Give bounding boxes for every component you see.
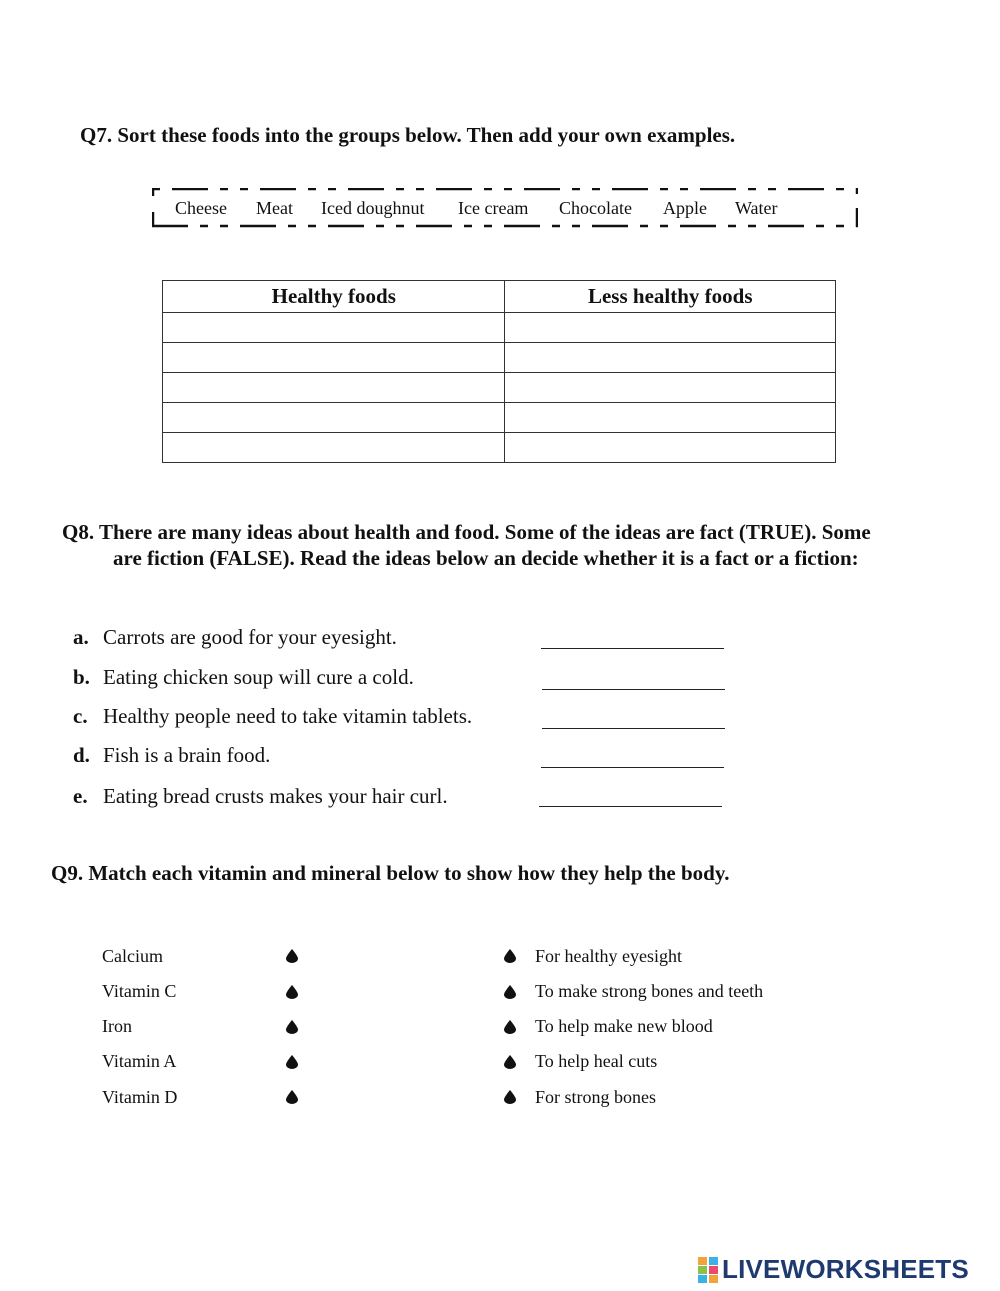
healthy-cell-4[interactable] xyxy=(163,403,505,433)
statement-text: Fish is a brain food. xyxy=(103,743,271,767)
healthy-cell-3[interactable] xyxy=(163,373,505,403)
statement-text: Healthy people need to take vitamin tablets. xyxy=(103,704,473,728)
use-healthy-eyesight: For healthy eyesight xyxy=(535,946,682,966)
statement-text: Eating chicken soup will cure a cold. xyxy=(103,665,414,689)
vitamin-a: Vitamin A xyxy=(102,1051,177,1071)
statement-letter: d. xyxy=(73,743,90,767)
match-dot-left-2-icon[interactable] xyxy=(286,985,298,999)
header-less-healthy-foods: Less healthy foods xyxy=(505,281,836,313)
statement-letter: a. xyxy=(73,625,89,649)
vitamin-calcium: Calcium xyxy=(102,946,163,966)
answer-blank-a[interactable] xyxy=(541,647,724,649)
match-dot-right-5-icon[interactable] xyxy=(504,1090,516,1104)
vitamin-d: Vitamin D xyxy=(102,1087,178,1107)
vitamin-c: Vitamin C xyxy=(102,981,177,1001)
answer-blank-c[interactable] xyxy=(542,727,725,729)
q7-title: Q7. Sort these foods into the groups below. Then add your own examples. xyxy=(80,123,736,147)
word-cheese[interactable]: Cheese xyxy=(175,198,227,218)
q9-title: Q9. Match each vitamin and mineral below to show how they help the body. xyxy=(51,861,730,885)
mineral-iron: Iron xyxy=(102,1016,132,1036)
match-dot-right-2-icon[interactable] xyxy=(504,985,516,999)
match-dot-right-4-icon[interactable] xyxy=(504,1055,516,1069)
match-dot-right-3-icon[interactable] xyxy=(504,1020,516,1034)
word-meat[interactable]: Meat xyxy=(256,198,293,218)
less-healthy-cell-2[interactable] xyxy=(505,343,836,373)
statement-letter: b. xyxy=(73,665,90,689)
liveworksheets-logo xyxy=(698,1254,994,1284)
statement-e xyxy=(73,784,448,809)
statement-b xyxy=(73,665,414,690)
use-heal-cuts: To help heal cuts xyxy=(535,1051,658,1071)
match-dot-left-1-icon[interactable] xyxy=(286,949,298,963)
word-water[interactable]: Water xyxy=(735,198,778,218)
use-strong-bones: For strong bones xyxy=(535,1087,656,1107)
statement-letter: e. xyxy=(73,784,88,808)
statement-d xyxy=(73,743,270,768)
header-healthy-foods: Healthy foods xyxy=(163,281,505,313)
less-healthy-cell-3[interactable] xyxy=(505,373,836,403)
healthy-cell-2[interactable] xyxy=(163,343,505,373)
match-dot-left-3-icon[interactable] xyxy=(286,1020,298,1034)
q8-title-line2: are fiction (FALSE). Read the ideas below an decide whether it is a fact or a fiction: xyxy=(113,546,859,570)
statement-c xyxy=(73,704,472,729)
statement-letter: c. xyxy=(73,704,88,728)
use-bones-teeth: To make strong bones and teeth xyxy=(535,981,764,1001)
less-healthy-cell-4[interactable] xyxy=(505,403,836,433)
word-chocolate[interactable]: Chocolate xyxy=(559,198,632,218)
use-new-blood: To help make new blood xyxy=(535,1016,713,1036)
statement-text: Eating bread crusts makes your hair curl. xyxy=(103,784,448,808)
answer-blank-b[interactable] xyxy=(542,688,725,690)
match-dot-right-1-icon[interactable] xyxy=(504,949,516,963)
word-apple[interactable]: Apple xyxy=(663,198,707,218)
statement-a xyxy=(73,625,397,650)
match-dot-left-5-icon[interactable] xyxy=(286,1090,298,1104)
less-healthy-cell-5[interactable] xyxy=(505,433,836,463)
healthy-cell-5[interactable] xyxy=(163,433,505,463)
match-dot-left-4-icon[interactable] xyxy=(286,1055,298,1069)
less-healthy-cell-1[interactable] xyxy=(505,313,836,343)
logo-squares-icon xyxy=(698,1257,718,1283)
q8-title-line1: Q8. There are many ideas about health and food. Some of the ideas are fact (TRUE). Some xyxy=(62,520,871,544)
statement-text: Carrots are good for your eyesight. xyxy=(103,625,397,649)
logo-text: LIVEWORKSHEETS xyxy=(722,1254,969,1284)
answer-blank-e[interactable] xyxy=(539,805,722,807)
sorting-table xyxy=(162,280,836,463)
answer-blank-d[interactable] xyxy=(541,766,724,768)
healthy-cell-1[interactable] xyxy=(163,313,505,343)
word-iced-doughnut[interactable]: Iced doughnut xyxy=(321,198,425,218)
word-ice-cream[interactable]: Ice cream xyxy=(458,198,529,218)
